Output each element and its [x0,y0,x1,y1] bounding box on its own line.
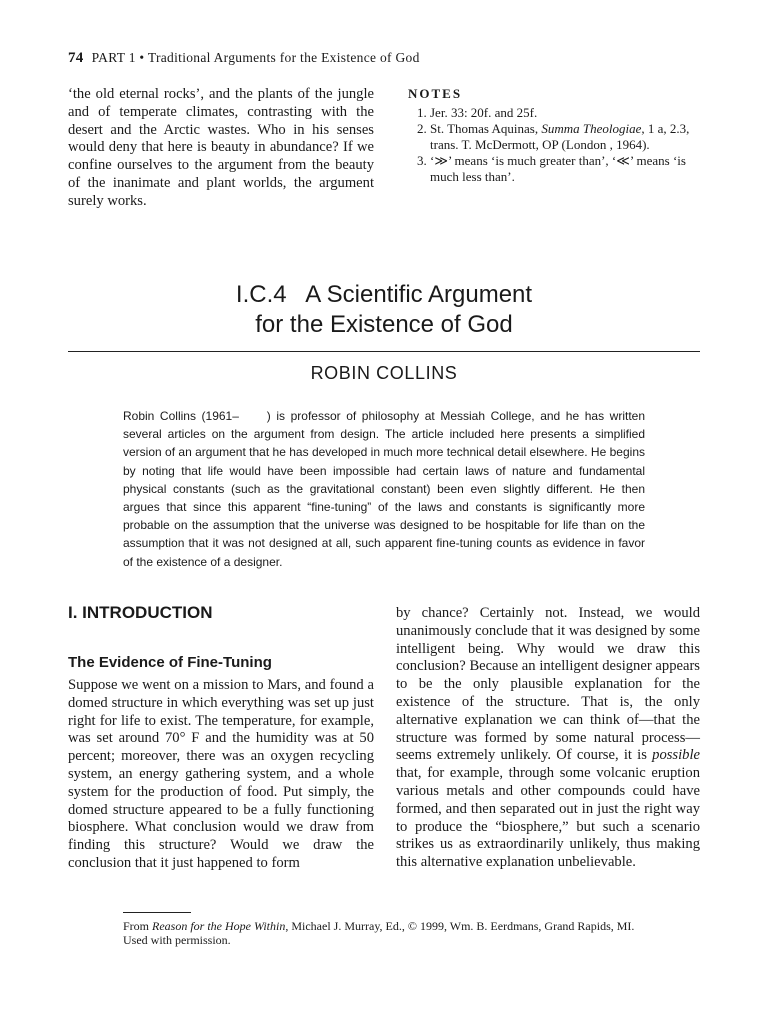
title-line-1: I.C.4 A Scientific Argument [235,281,533,308]
note-item: 1. Jer. 33: 20f. and 25f. [430,105,700,121]
source-footnote [123,919,683,947]
footnote-text: , Michael J. Murray, Ed., © 1999, Wm. B. Eerdmans, Grand Rapids, MI. [285,919,635,933]
footnote-text: From [123,919,153,933]
notes-section [400,86,700,185]
notes-list [400,105,700,185]
article-title [68,280,700,340]
notes-heading: NOTES [408,86,463,101]
article-abstract: Robin Collins (1961– ) is professor of philosophy at Messiah College, and he has written several articles on the argument from design. The article included here presents a simplified version of an argument that he has developed in much more technical detail elsewhere. He begins by noting that life would have been impossible had certain laws of nature and fundamental physical constants (such as the gravitational constant) been even slightly different. He then argues that since this apparent “fine-tuning” of the laws and constants is significantly more probable on the assumption that the universe was designed to be hospitable for life than on the assumption that it was not designed at all, such apparent fine-tuning counts as evidence in favor of the existence of a designer. [123,409,649,569]
note-book-title: Summa Theologiae [541,121,642,136]
note-item [430,121,700,153]
running-title: PART 1 • Traditional Arguments for the Existence of God [91,50,420,65]
emphasis-text: possible [652,747,700,764]
subsection-heading: The Evidence of Fine-Tuning [68,654,272,671]
footnote-line-2: Used with permission. [123,933,231,947]
note-item: 3. ‘≫’ means ‘is much greater than’, ‘≪’ means ‘is much less than’. [430,153,700,185]
paragraph-text: by chance? Certainly not. Instead, we would unanimously conclude that it was designed by some intelligent being. Why would we draw this conclusion? Because an intelligent designer appears to be the only plausible explanation for the existence of the structure. That is, the only alternative explanation we can think of—that the structure was formed by some natural process—seems extremely unlikely. Of course, it is [396,605,700,764]
continued-paragraph: ‘the old eternal rocks’, and the plants of the jungle and of temperate climates, contrasting with the desert and the Arctic wastes. Who in his senses would deny that here is beauty in abundance? If we confine ourselves to the argument from the beauty of the inanimate and plant worlds, the argument surely works. [68,86,374,209]
footnote-line-1 [123,919,683,933]
paragraph-text: that, for example, through some volcanic eruption various metals and other compounds could have formed, and then separated out in just the right way to produce the “biosphere,” but such a scenario strikes us as extraordinarily unlikely, thus making this alternative explanation unbelievable. [396,765,700,871]
section-heading: I. INTRODUCTION [68,603,213,622]
article-author: ROBIN COLLINS [310,363,458,383]
page-number: 74 [68,50,84,66]
left-column-paragraph: Suppose we went on a mission to Mars, and found a domed structure in which everything was set up just right for life to exist. The temperature, for example, was set around 70° F and the humidity was at 50 percent; moreover, there was an oxygen recycling system, an energy gathering system, and a whole system for the production of food. Put simply, the domed structure appeared to be a fully functioning biosphere. What conclusion would we draw from finding this structure? Would we draw the conclusion that it just happened to form [68,677,374,871]
title-line-2: for the Existence of God [255,311,513,338]
title-divider [68,351,700,352]
note-text: St. Thomas Aquinas, [430,121,542,136]
footnote-book-title: Reason for the Hope Within [152,919,286,933]
running-header [68,50,420,67]
right-column-paragraph [396,605,700,872]
note-text: , 1 a, 2.3, trans. T. McDermott, OP (London , 1964). [430,121,690,152]
footnote-divider [123,912,191,913]
